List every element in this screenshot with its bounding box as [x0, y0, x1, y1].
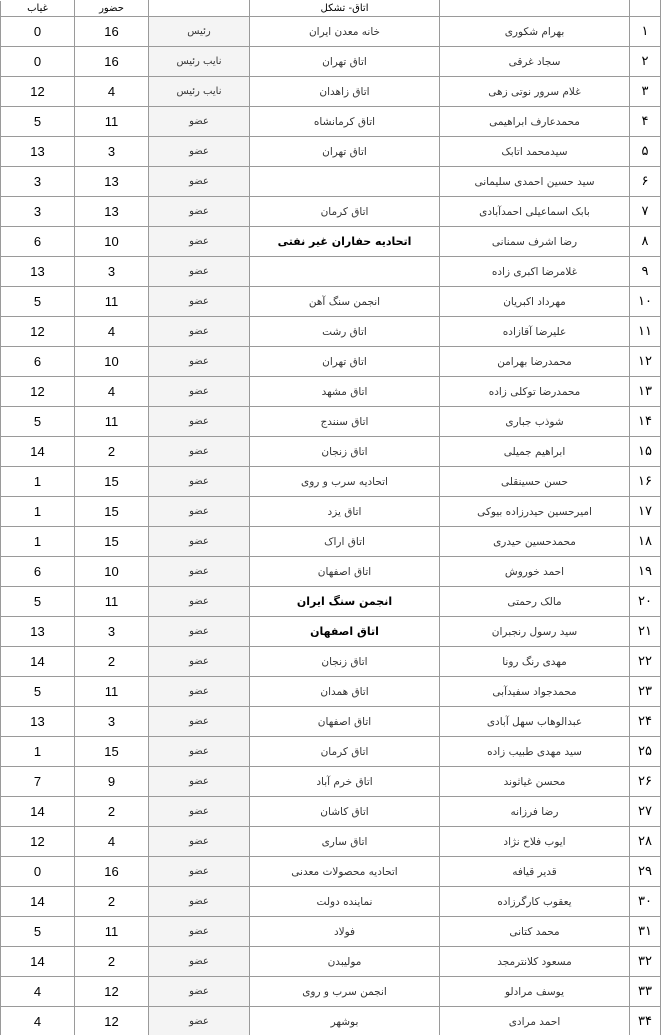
role-cell[interactable]: عضو: [149, 827, 250, 857]
row-number-cell[interactable]: ۱۴: [630, 407, 661, 437]
attendance-cell[interactable]: 4: [75, 377, 149, 407]
role-cell[interactable]: عضو: [149, 887, 250, 917]
table-row: [1, 887, 661, 917]
organization-cell[interactable]: بوشهر: [250, 1007, 440, 1035]
member-name-cell[interactable]: شوذب جباری: [440, 407, 630, 437]
row-number-cell[interactable]: ۲۹: [630, 857, 661, 887]
member-name-cell[interactable]: سید رسول رنجبران: [440, 617, 630, 647]
role-cell[interactable]: عضو: [149, 1007, 250, 1035]
row-number-cell[interactable]: ۵: [630, 137, 661, 167]
absence-cell[interactable]: 5: [1, 677, 75, 707]
member-name-cell[interactable]: قدیر قیافه: [440, 857, 630, 887]
table-row: [1, 1007, 661, 1035]
organization-cell[interactable]: اتاق کرمان: [250, 737, 440, 767]
role-cell[interactable]: نایب رئیس: [149, 47, 250, 77]
role-cell[interactable]: عضو: [149, 137, 250, 167]
organization-cell[interactable]: مولیبدن: [250, 947, 440, 977]
header-organization[interactable]: اتاق- تشکل: [250, 1, 440, 17]
member-name-cell[interactable]: سید حسین احمدی سلیمانی: [440, 167, 630, 197]
organization-cell[interactable]: اتاق تهران: [250, 47, 440, 77]
role-cell[interactable]: عضو: [149, 707, 250, 737]
attendance-cell[interactable]: 10: [75, 347, 149, 377]
table-row: [1, 437, 661, 467]
attendance-cell[interactable]: 2: [75, 647, 149, 677]
member-name-cell[interactable]: بهرام شکوری: [440, 17, 630, 47]
header-row: [1, 1, 661, 17]
member-name-cell[interactable]: امیرحسین حیدرزاده بیوکی: [440, 497, 630, 527]
absence-cell[interactable]: 5: [1, 287, 75, 317]
organization-cell[interactable]: اتاق اصفهان: [250, 617, 440, 647]
member-name-cell[interactable]: غلام سرور نوتی زهی: [440, 77, 630, 107]
organization-cell[interactable]: اتاق خرم آباد: [250, 767, 440, 797]
row-number-cell[interactable]: ۱۱: [630, 317, 661, 347]
attendance-cell[interactable]: 10: [75, 557, 149, 587]
row-number-cell[interactable]: ۸: [630, 227, 661, 257]
role-cell[interactable]: عضو: [149, 347, 250, 377]
role-cell[interactable]: عضو: [149, 407, 250, 437]
row-number-cell[interactable]: ۱۳: [630, 377, 661, 407]
attendance-cell[interactable]: 15: [75, 467, 149, 497]
role-cell[interactable]: عضو: [149, 977, 250, 1007]
organization-cell[interactable]: اتحادیه سرب و روی: [250, 467, 440, 497]
member-name-cell[interactable]: محمدعارف ابراهیمی: [440, 107, 630, 137]
member-name-cell[interactable]: رضا اشرف سمنانی: [440, 227, 630, 257]
absence-cell[interactable]: 6: [1, 227, 75, 257]
member-name-cell[interactable]: حسن حسینقلی: [440, 467, 630, 497]
attendance-cell[interactable]: 12: [75, 977, 149, 1007]
organization-cell[interactable]: اتاق همدان: [250, 677, 440, 707]
role-cell[interactable]: نایب رئیس: [149, 77, 250, 107]
table-row: [1, 377, 661, 407]
table-row: [1, 977, 661, 1007]
table-row: [1, 467, 661, 497]
attendance-cell[interactable]: 2: [75, 947, 149, 977]
absence-cell[interactable]: 14: [1, 437, 75, 467]
attendance-cell[interactable]: 11: [75, 587, 149, 617]
row-number-cell[interactable]: ۱۰: [630, 287, 661, 317]
absence-cell[interactable]: 1: [1, 737, 75, 767]
organization-cell[interactable]: اتاق ساری: [250, 827, 440, 857]
organization-cell[interactable]: اتحادیه حفاران غیر نفتی: [250, 227, 440, 257]
absence-cell[interactable]: 1: [1, 467, 75, 497]
table-row: [1, 527, 661, 557]
table-row: [1, 617, 661, 647]
row-number-cell[interactable]: ۳۰: [630, 887, 661, 917]
absence-cell[interactable]: 0: [1, 17, 75, 47]
attendance-cell[interactable]: 11: [75, 677, 149, 707]
absence-cell[interactable]: 12: [1, 77, 75, 107]
role-cell[interactable]: عضو: [149, 167, 250, 197]
attendance-cell[interactable]: 13: [75, 197, 149, 227]
row-number-cell[interactable]: ۳۴: [630, 1007, 661, 1035]
table-row: [1, 197, 661, 227]
table-row: [1, 587, 661, 617]
member-name-cell[interactable]: ایوب فلاح نژاد: [440, 827, 630, 857]
row-number-cell[interactable]: ۲: [630, 47, 661, 77]
attendance-cell[interactable]: 2: [75, 797, 149, 827]
organization-cell[interactable]: انجمن سرب و روی: [250, 977, 440, 1007]
absence-cell[interactable]: 5: [1, 587, 75, 617]
row-number-cell[interactable]: ۲۷: [630, 797, 661, 827]
row-number-cell[interactable]: ۲۲: [630, 647, 661, 677]
member-name-cell[interactable]: رضا فرزانه: [440, 797, 630, 827]
member-name-cell[interactable]: محمدرضا توکلی زاده: [440, 377, 630, 407]
row-number-cell[interactable]: ۷: [630, 197, 661, 227]
absence-cell[interactable]: 13: [1, 257, 75, 287]
organization-cell[interactable]: اتاق اصفهان: [250, 707, 440, 737]
attendance-cell[interactable]: 3: [75, 707, 149, 737]
row-number-cell[interactable]: ۲۸: [630, 827, 661, 857]
organization-cell[interactable]: اتاق کرمانشاه: [250, 107, 440, 137]
table-row: [1, 257, 661, 287]
absence-cell[interactable]: 13: [1, 707, 75, 737]
attendance-cell[interactable]: 15: [75, 527, 149, 557]
row-number-cell[interactable]: ۲۰: [630, 587, 661, 617]
row-number-cell[interactable]: ۳۲: [630, 947, 661, 977]
absence-cell[interactable]: 14: [1, 947, 75, 977]
organization-cell[interactable]: [250, 167, 440, 197]
attendance-cell[interactable]: 13: [75, 167, 149, 197]
attendance-cell[interactable]: 16: [75, 47, 149, 77]
attendance-cell[interactable]: 16: [75, 857, 149, 887]
table-row: [1, 227, 661, 257]
role-cell[interactable]: عضو: [149, 227, 250, 257]
role-cell[interactable]: عضو: [149, 857, 250, 887]
table-row: [1, 107, 661, 137]
table-row: [1, 47, 661, 77]
row-number-cell[interactable]: ۳۱: [630, 917, 661, 947]
absence-cell[interactable]: 6: [1, 557, 75, 587]
role-cell[interactable]: عضو: [149, 107, 250, 137]
organization-cell[interactable]: [250, 257, 440, 287]
absence-cell[interactable]: 12: [1, 317, 75, 347]
member-name-cell[interactable]: مسعود کلانترمجد: [440, 947, 630, 977]
row-number-cell[interactable]: ۱۵: [630, 437, 661, 467]
organization-cell[interactable]: فولاد: [250, 917, 440, 947]
row-number-cell[interactable]: ۱۸: [630, 527, 661, 557]
absence-cell[interactable]: 0: [1, 47, 75, 77]
absence-cell[interactable]: 12: [1, 377, 75, 407]
role-cell[interactable]: عضو: [149, 467, 250, 497]
member-name-cell[interactable]: یعقوب کارگرزاده: [440, 887, 630, 917]
member-name-cell[interactable]: احمد مرادی: [440, 1007, 630, 1035]
table-row: [1, 77, 661, 107]
role-cell[interactable]: عضو: [149, 197, 250, 227]
member-name-cell[interactable]: ابراهیم جمیلی: [440, 437, 630, 467]
row-number-cell[interactable]: ۱۷: [630, 497, 661, 527]
absence-cell[interactable]: 4: [1, 977, 75, 1007]
role-cell[interactable]: عضو: [149, 287, 250, 317]
table-row: [1, 707, 661, 737]
organization-cell[interactable]: نماینده دولت: [250, 887, 440, 917]
role-cell[interactable]: عضو: [149, 797, 250, 827]
organization-cell[interactable]: اتاق اصفهان: [250, 557, 440, 587]
member-name-cell[interactable]: محمد کتانی: [440, 917, 630, 947]
organization-cell[interactable]: انجمن سنگ آهن: [250, 287, 440, 317]
attendance-cell[interactable]: 4: [75, 317, 149, 347]
organization-cell[interactable]: اتحادیه محصولات معدنی: [250, 857, 440, 887]
attendance-cell[interactable]: 2: [75, 437, 149, 467]
absence-cell[interactable]: 5: [1, 107, 75, 137]
attendance-cell[interactable]: 11: [75, 407, 149, 437]
row-number-cell[interactable]: ۲۶: [630, 767, 661, 797]
attendance-cell[interactable]: 10: [75, 227, 149, 257]
role-cell[interactable]: عضو: [149, 737, 250, 767]
attendance-cell[interactable]: 3: [75, 617, 149, 647]
attendance-cell[interactable]: 11: [75, 917, 149, 947]
absence-cell[interactable]: 5: [1, 917, 75, 947]
header-role[interactable]: [149, 1, 250, 17]
absence-cell[interactable]: 5: [1, 407, 75, 437]
organization-cell[interactable]: اتاق یزد: [250, 497, 440, 527]
role-cell[interactable]: عضو: [149, 497, 250, 527]
member-name-cell[interactable]: محمدحسین حیدری: [440, 527, 630, 557]
member-name-cell[interactable]: غلامرضا اکبری زاده: [440, 257, 630, 287]
table-row: [1, 317, 661, 347]
header-absence[interactable]: غیاب: [1, 1, 75, 17]
attendance-cell[interactable]: 15: [75, 497, 149, 527]
organization-cell[interactable]: انجمن سنگ ایران: [250, 587, 440, 617]
row-number-cell[interactable]: ۴: [630, 107, 661, 137]
attendance-cell[interactable]: 15: [75, 737, 149, 767]
role-cell[interactable]: عضو: [149, 317, 250, 347]
table-row: [1, 407, 661, 437]
table-row: [1, 287, 661, 317]
row-number-cell[interactable]: ۱: [630, 17, 661, 47]
organization-cell[interactable]: اتاق رشت: [250, 317, 440, 347]
table-row: [1, 677, 661, 707]
header-name[interactable]: [440, 1, 630, 17]
attendance-cell[interactable]: 3: [75, 257, 149, 287]
absence-cell[interactable]: 3: [1, 167, 75, 197]
row-number-cell[interactable]: ۲۱: [630, 617, 661, 647]
row-number-cell[interactable]: ۲۴: [630, 707, 661, 737]
row-number-cell[interactable]: ۶: [630, 167, 661, 197]
table-row: [1, 557, 661, 587]
organization-cell[interactable]: اتاق زنجان: [250, 437, 440, 467]
role-cell[interactable]: عضو: [149, 767, 250, 797]
member-name-cell[interactable]: عبدالوهاب سهل آبادی: [440, 707, 630, 737]
attendance-cell[interactable]: 4: [75, 77, 149, 107]
member-name-cell[interactable]: سید مهدی طبیب زاده: [440, 737, 630, 767]
organization-cell[interactable]: اتاق زنجان: [250, 647, 440, 677]
member-name-cell[interactable]: بابک اسماعیلی احمدآبادی: [440, 197, 630, 227]
organization-cell[interactable]: اتاق سنندج: [250, 407, 440, 437]
table-row: [1, 647, 661, 677]
role-cell[interactable]: عضو: [149, 647, 250, 677]
table-row: [1, 947, 661, 977]
absence-cell[interactable]: 12: [1, 827, 75, 857]
attendance-cell[interactable]: 2: [75, 887, 149, 917]
table-row: [1, 767, 661, 797]
member-name-cell[interactable]: یوسف مرادلو: [440, 977, 630, 1007]
member-name-cell[interactable]: محمدجواد سفیدآبی: [440, 677, 630, 707]
absence-cell[interactable]: 3: [1, 197, 75, 227]
table-row: [1, 857, 661, 887]
organization-cell[interactable]: اتاق تهران: [250, 347, 440, 377]
organization-cell[interactable]: اتاق اراک: [250, 527, 440, 557]
attendance-cell[interactable]: 11: [75, 287, 149, 317]
absence-cell[interactable]: 4: [1, 1007, 75, 1035]
absence-cell[interactable]: 13: [1, 137, 75, 167]
table-row: [1, 497, 661, 527]
role-cell[interactable]: عضو: [149, 377, 250, 407]
absence-cell[interactable]: 1: [1, 527, 75, 557]
role-cell[interactable]: عضو: [149, 917, 250, 947]
absence-cell[interactable]: 6: [1, 347, 75, 377]
table-row: [1, 827, 661, 857]
absence-cell[interactable]: 13: [1, 617, 75, 647]
absence-cell[interactable]: 14: [1, 647, 75, 677]
member-name-cell[interactable]: مهدی رنگ رونا: [440, 647, 630, 677]
role-cell[interactable]: رئیس: [149, 17, 250, 47]
row-number-cell[interactable]: ۹: [630, 257, 661, 287]
attendance-cell[interactable]: 16: [75, 17, 149, 47]
table-row: [1, 137, 661, 167]
member-name-cell[interactable]: سجاد غرقی: [440, 47, 630, 77]
row-number-cell[interactable]: ۳۳: [630, 977, 661, 1007]
role-cell[interactable]: عضو: [149, 257, 250, 287]
member-name-cell[interactable]: احمد خوروش: [440, 557, 630, 587]
role-cell[interactable]: عضو: [149, 557, 250, 587]
organization-cell[interactable]: اتاق کاشان: [250, 797, 440, 827]
attendance-cell[interactable]: 9: [75, 767, 149, 797]
member-name-cell[interactable]: محسن غیاثوند: [440, 767, 630, 797]
role-cell[interactable]: عضو: [149, 587, 250, 617]
attendance-cell[interactable]: 11: [75, 107, 149, 137]
row-number-cell[interactable]: ۱۶: [630, 467, 661, 497]
role-cell[interactable]: عضو: [149, 947, 250, 977]
organization-cell[interactable]: اتاق کرمان: [250, 197, 440, 227]
attendance-cell[interactable]: 12: [75, 1007, 149, 1035]
organization-cell[interactable]: اتاق مشهد: [250, 377, 440, 407]
table-row: [1, 917, 661, 947]
role-cell[interactable]: عضو: [149, 437, 250, 467]
table-row: [1, 167, 661, 197]
organization-cell[interactable]: خانه معدن ایران: [250, 17, 440, 47]
absence-cell[interactable]: 7: [1, 767, 75, 797]
role-cell[interactable]: عضو: [149, 617, 250, 647]
table-row: [1, 797, 661, 827]
role-cell[interactable]: عضو: [149, 527, 250, 557]
row-number-cell[interactable]: ۱۹: [630, 557, 661, 587]
absence-cell[interactable]: 14: [1, 887, 75, 917]
header-number[interactable]: [630, 1, 661, 17]
row-number-cell[interactable]: ۱۲: [630, 347, 661, 377]
row-number-cell[interactable]: ۲۵: [630, 737, 661, 767]
member-name-cell[interactable]: سیدمحمد اتابک: [440, 137, 630, 167]
attendance-cell[interactable]: 3: [75, 137, 149, 167]
table-row: [1, 17, 661, 47]
table-row: [1, 737, 661, 767]
absence-cell[interactable]: 1: [1, 497, 75, 527]
attendance-cell[interactable]: 4: [75, 827, 149, 857]
row-number-cell[interactable]: ۳: [630, 77, 661, 107]
organization-cell[interactable]: اتاق زاهدان: [250, 77, 440, 107]
member-name-cell[interactable]: علیرضا آقازاده: [440, 317, 630, 347]
member-name-cell[interactable]: محمدرضا بهرامن: [440, 347, 630, 377]
row-number-cell[interactable]: ۲۳: [630, 677, 661, 707]
absence-cell[interactable]: 14: [1, 797, 75, 827]
header-attendance[interactable]: حضور: [75, 1, 149, 17]
organization-cell[interactable]: اتاق تهران: [250, 137, 440, 167]
role-cell[interactable]: عضو: [149, 677, 250, 707]
table-row: [1, 347, 661, 377]
absence-cell[interactable]: 0: [1, 857, 75, 887]
member-name-cell[interactable]: مهرداد اکبریان: [440, 287, 630, 317]
member-name-cell[interactable]: مالک رحمتی: [440, 587, 630, 617]
